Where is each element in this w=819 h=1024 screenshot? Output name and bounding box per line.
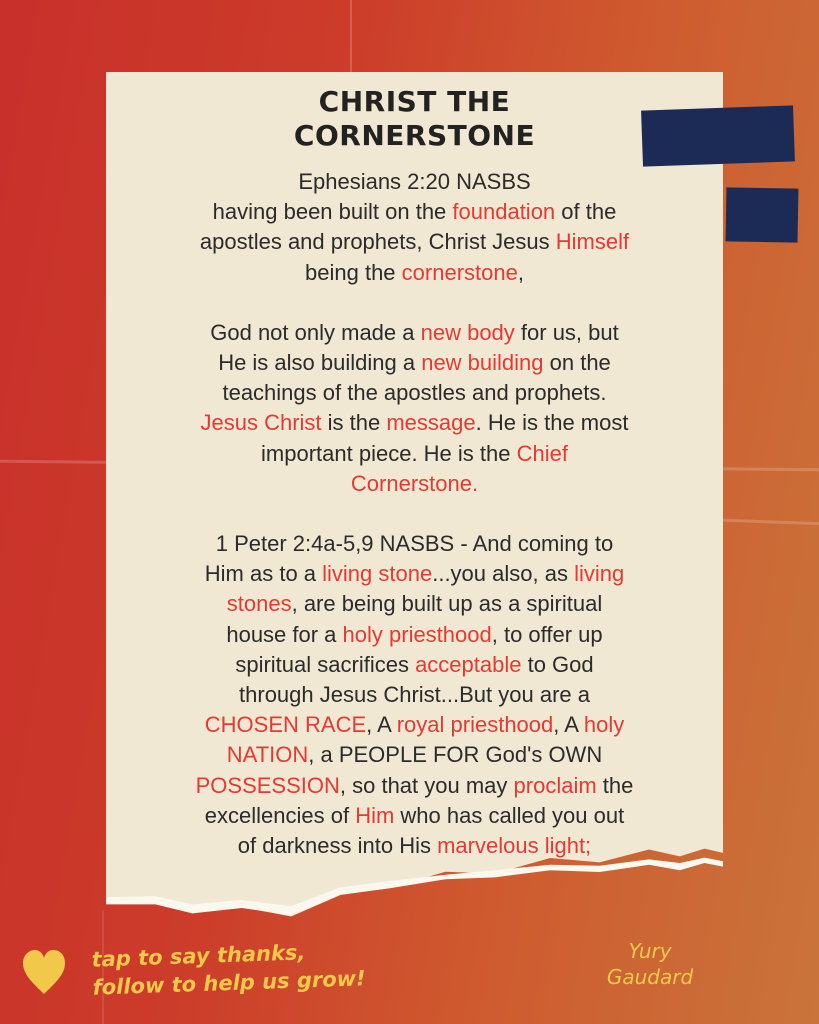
- text-line: [135, 439, 695, 469]
- body-text: Him as to a: [204, 561, 323, 587]
- body-text: excellencies of: [204, 802, 356, 828]
- body-text: He is also building a: [218, 350, 422, 376]
- text-line: [135, 559, 695, 589]
- cta-line: tap to say thanks,: [91, 940, 306, 972]
- text-line: [135, 529, 695, 559]
- body-text: the: [596, 772, 634, 798]
- highlighted-text: NATION: [226, 742, 309, 768]
- text-line: [135, 469, 695, 499]
- text-line: [135, 348, 695, 378]
- scripture-paragraph: [135, 529, 695, 861]
- highlighted-text: living: [574, 561, 625, 587]
- scripture-paragraph: [135, 167, 695, 288]
- text-line: [135, 258, 695, 288]
- author-last-name: Gaudard: [606, 965, 694, 989]
- text-line: [135, 167, 695, 197]
- highlighted-text: new body: [420, 319, 515, 345]
- text-line: [135, 227, 695, 257]
- text-line: [135, 831, 695, 861]
- body-text: ,: [517, 259, 524, 285]
- body-text: is the: [321, 410, 387, 436]
- title-line: CORNERSTONE: [293, 119, 536, 152]
- body-text: , are being built up as a spiritual: [291, 591, 603, 617]
- body-text: , so that you may: [339, 772, 514, 798]
- highlighted-text: acceptable: [415, 651, 522, 677]
- highlighted-text: Chief: [516, 440, 568, 466]
- highlighted-text: living stone: [322, 561, 433, 587]
- body-text: , A: [366, 712, 397, 738]
- text-line: [135, 408, 695, 438]
- highlighted-text: POSSESSION: [195, 772, 340, 798]
- text-line: [135, 378, 695, 408]
- highlighted-text: Himself: [555, 229, 630, 255]
- highlighted-text: Him: [355, 802, 395, 828]
- body-text: . He is the most: [475, 410, 629, 436]
- body-text: , a PEOPLE FOR God's OWN: [308, 742, 603, 768]
- background-crease: [350, 0, 352, 72]
- body-text: having been built on the: [212, 199, 453, 225]
- tape-strip: [726, 187, 799, 242]
- body-text: house for a: [226, 621, 343, 647]
- text-line: [135, 620, 695, 650]
- author-first-name: Yury: [628, 939, 672, 963]
- text-line: [135, 710, 695, 740]
- text-line: [135, 589, 695, 619]
- title-line: CHRIST THE: [318, 85, 511, 118]
- author-signature: [590, 938, 710, 990]
- text-line: [135, 650, 695, 680]
- highlighted-text: stones: [226, 591, 292, 617]
- body-text: , A: [553, 712, 584, 738]
- body-text: important piece. He is the: [261, 440, 517, 466]
- highlighted-text: marvelous light;: [437, 833, 592, 859]
- text-line: [135, 197, 695, 227]
- body-text: God not only made a: [210, 319, 421, 345]
- body-text: ...you also, as: [432, 561, 575, 587]
- text-line: [135, 801, 695, 831]
- body-text: spiritual sacrifices: [235, 651, 416, 677]
- body-text: teachings of the apostles and prophets.: [222, 380, 607, 406]
- body-text: apostles and prophets, Christ Jesus: [199, 229, 556, 255]
- commentary-paragraph: [135, 318, 695, 499]
- highlighted-text: message: [386, 410, 476, 436]
- highlighted-text: holy: [583, 712, 625, 738]
- highlighted-text: CHOSEN RACE: [204, 712, 367, 738]
- body-text: on the: [543, 350, 611, 376]
- text-line: [135, 680, 695, 710]
- highlighted-text: Cornerstone.: [350, 470, 479, 496]
- page-title: [106, 85, 723, 153]
- highlighted-text: royal priesthood: [396, 712, 554, 738]
- heart-icon[interactable]: [20, 946, 68, 998]
- note-content: [106, 85, 723, 861]
- body-text: , to offer up: [491, 621, 603, 647]
- body-text: who has called you out: [394, 802, 625, 828]
- highlighted-text: proclaim: [513, 772, 597, 798]
- body-text: for us, but: [514, 319, 619, 345]
- body-text: 1 Peter 2:4a-5,9 NASBS - And coming to: [215, 531, 614, 557]
- body-text: of the: [555, 199, 617, 225]
- highlighted-text: cornerstone: [401, 259, 518, 285]
- body-text: being the: [305, 259, 402, 285]
- text-line: [135, 771, 695, 801]
- text-line: [135, 740, 695, 770]
- call-to-action: [91, 934, 423, 1001]
- body-text: through Jesus Christ...But you are a: [239, 682, 590, 708]
- body-text: to God: [521, 651, 594, 677]
- cta-line: follow to help us grow!: [92, 966, 367, 1000]
- body-text: Ephesians 2:20 NASBS: [298, 169, 531, 194]
- body-text: of darkness into His: [237, 833, 438, 859]
- highlighted-text: new building: [421, 350, 544, 376]
- text-line: [135, 318, 695, 348]
- highlighted-text: foundation: [452, 199, 556, 225]
- highlighted-text: holy priesthood: [342, 621, 492, 647]
- highlighted-text: Jesus Christ: [200, 410, 322, 436]
